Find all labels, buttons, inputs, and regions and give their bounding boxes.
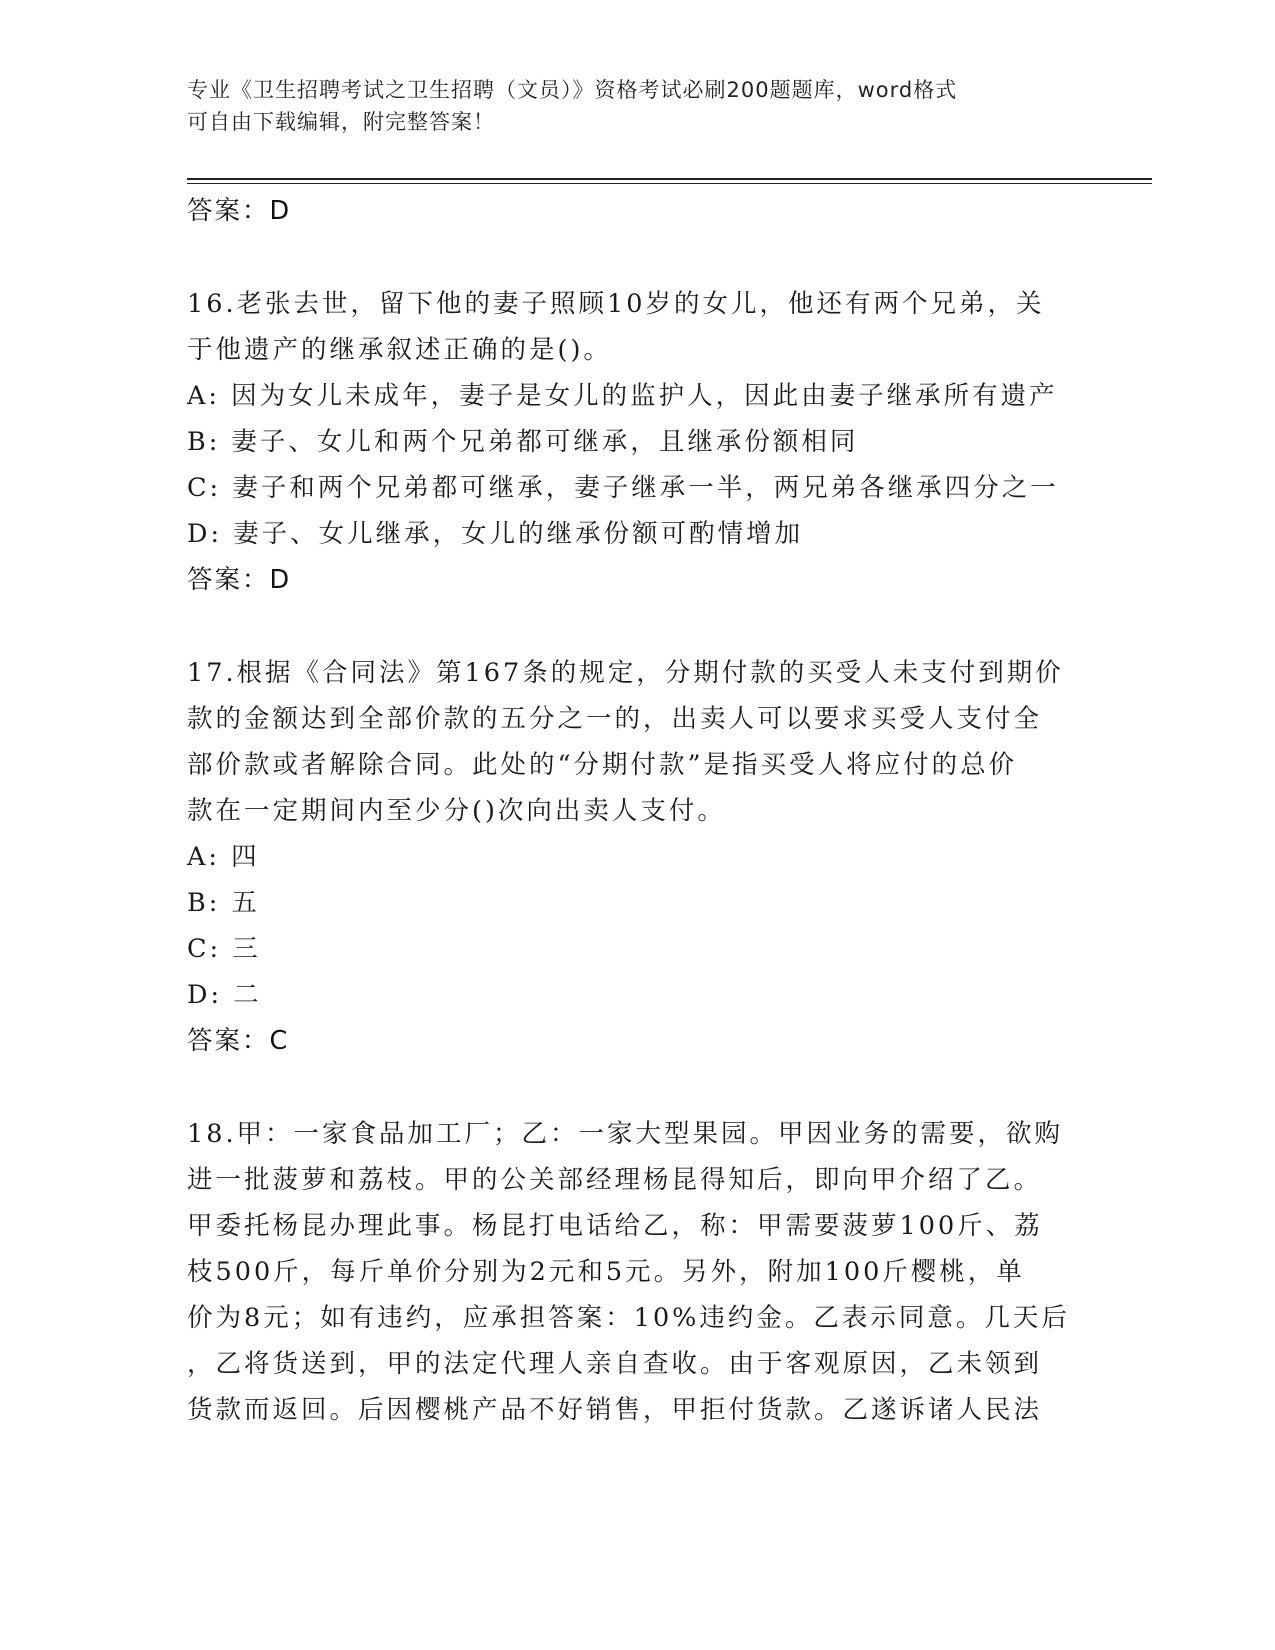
question-17-option-d: D: 二 [187,980,262,1010]
question-17 [187,650,1087,1064]
question-17-option-c: C: 三 [187,934,261,964]
header-line-2: 可自由下载编辑，附完整答案！ [187,110,495,134]
question-18-stem-line-6: ，乙将货送到，甲的法定代理人亲自查收。由于客观原因，乙未领到 [187,1349,1043,1379]
question-18-stem-line-7: 货款而返回。后因樱桃产品不好销售，甲拒付货款。乙遂诉诸人民法 [187,1395,1043,1425]
spacer [187,1064,1087,1111]
question-17-stem-line-4: 款在一定期间内至少分()次向出卖人支付。 [187,796,726,826]
question-16-option-a: A: 因为女儿未成年，妻子是女儿的监护人，因此由妻子继承所有遗产 [187,381,1058,411]
question-17-option-a: A: 四 [187,842,260,872]
page-header [187,74,1067,138]
question-17-answer: 答案：C [187,1026,290,1056]
header-rule-thin [187,183,1152,184]
question-16 [187,281,1087,603]
question-18-stem-line-5: 价为8元；如有违约，应承担答案：10%违约金。乙表示同意。几天后 [187,1303,1070,1333]
question-17-stem-line-1: 17.根据《合同法》第167条的规定，分期付款的买受人未支付到期价 [187,658,1064,688]
question-18-stem-line-1: 18.甲：一家食品加工厂；乙：一家大型果园。甲因业务的需要，欲购 [187,1119,1064,1149]
question-18-stem-line-3: 甲委托杨昆办理此事。杨昆打电话给乙，称：甲需要菠萝100斤、荔 [187,1211,1043,1241]
header-line-1: 专业《卫生招聘考试之卫生招聘（文员）》资格考试必刷200题题库，word格式 [187,78,958,102]
question-18 [187,1111,1087,1433]
question-16-option-b: B: 妻子、女儿和两个兄弟都可继承，且继承份额相同 [187,427,859,457]
question-17-stem-line-2: 款的金额达到全部价款的五分之一的，出卖人可以要求买受人支付全 [187,704,1043,734]
question-16-option-c: C: 妻子和两个兄弟都可继承，妻子继承一半，两兄弟各继承四分之一 [187,473,1059,503]
header-rule-thick [187,178,1152,180]
spacer [187,234,1087,281]
question-18-stem-line-2: 进一批菠萝和荔枝。甲的公关部经理杨昆得知后，即向甲介绍了乙。 [187,1165,1043,1195]
question-16-stem-line-1: 16.老张去世，留下他的妻子照顾10岁的女儿，他还有两个兄弟，关 [187,289,1045,319]
question-16-option-d: D: 妻子、女儿继承，女儿的继承份额可酌情增加 [187,519,804,549]
question-16-stem-line-2: 于他遗产的继承叙述正确的是()。 [187,335,612,365]
question-17-option-b: B: 五 [187,888,260,918]
page-content [187,188,1087,1433]
answer-15: 答案：D [187,196,292,226]
question-18-stem-line-4: 枝500斤，每斤单价分别为2元和5元。另外，附加100斤樱桃，单 [187,1257,1025,1287]
question-16-answer: 答案：D [187,565,292,595]
question-17-stem-line-3: 部价款或者解除合同。此处的“分期付款”是指买受人将应付的总价 [187,750,1018,780]
spacer [187,603,1087,650]
